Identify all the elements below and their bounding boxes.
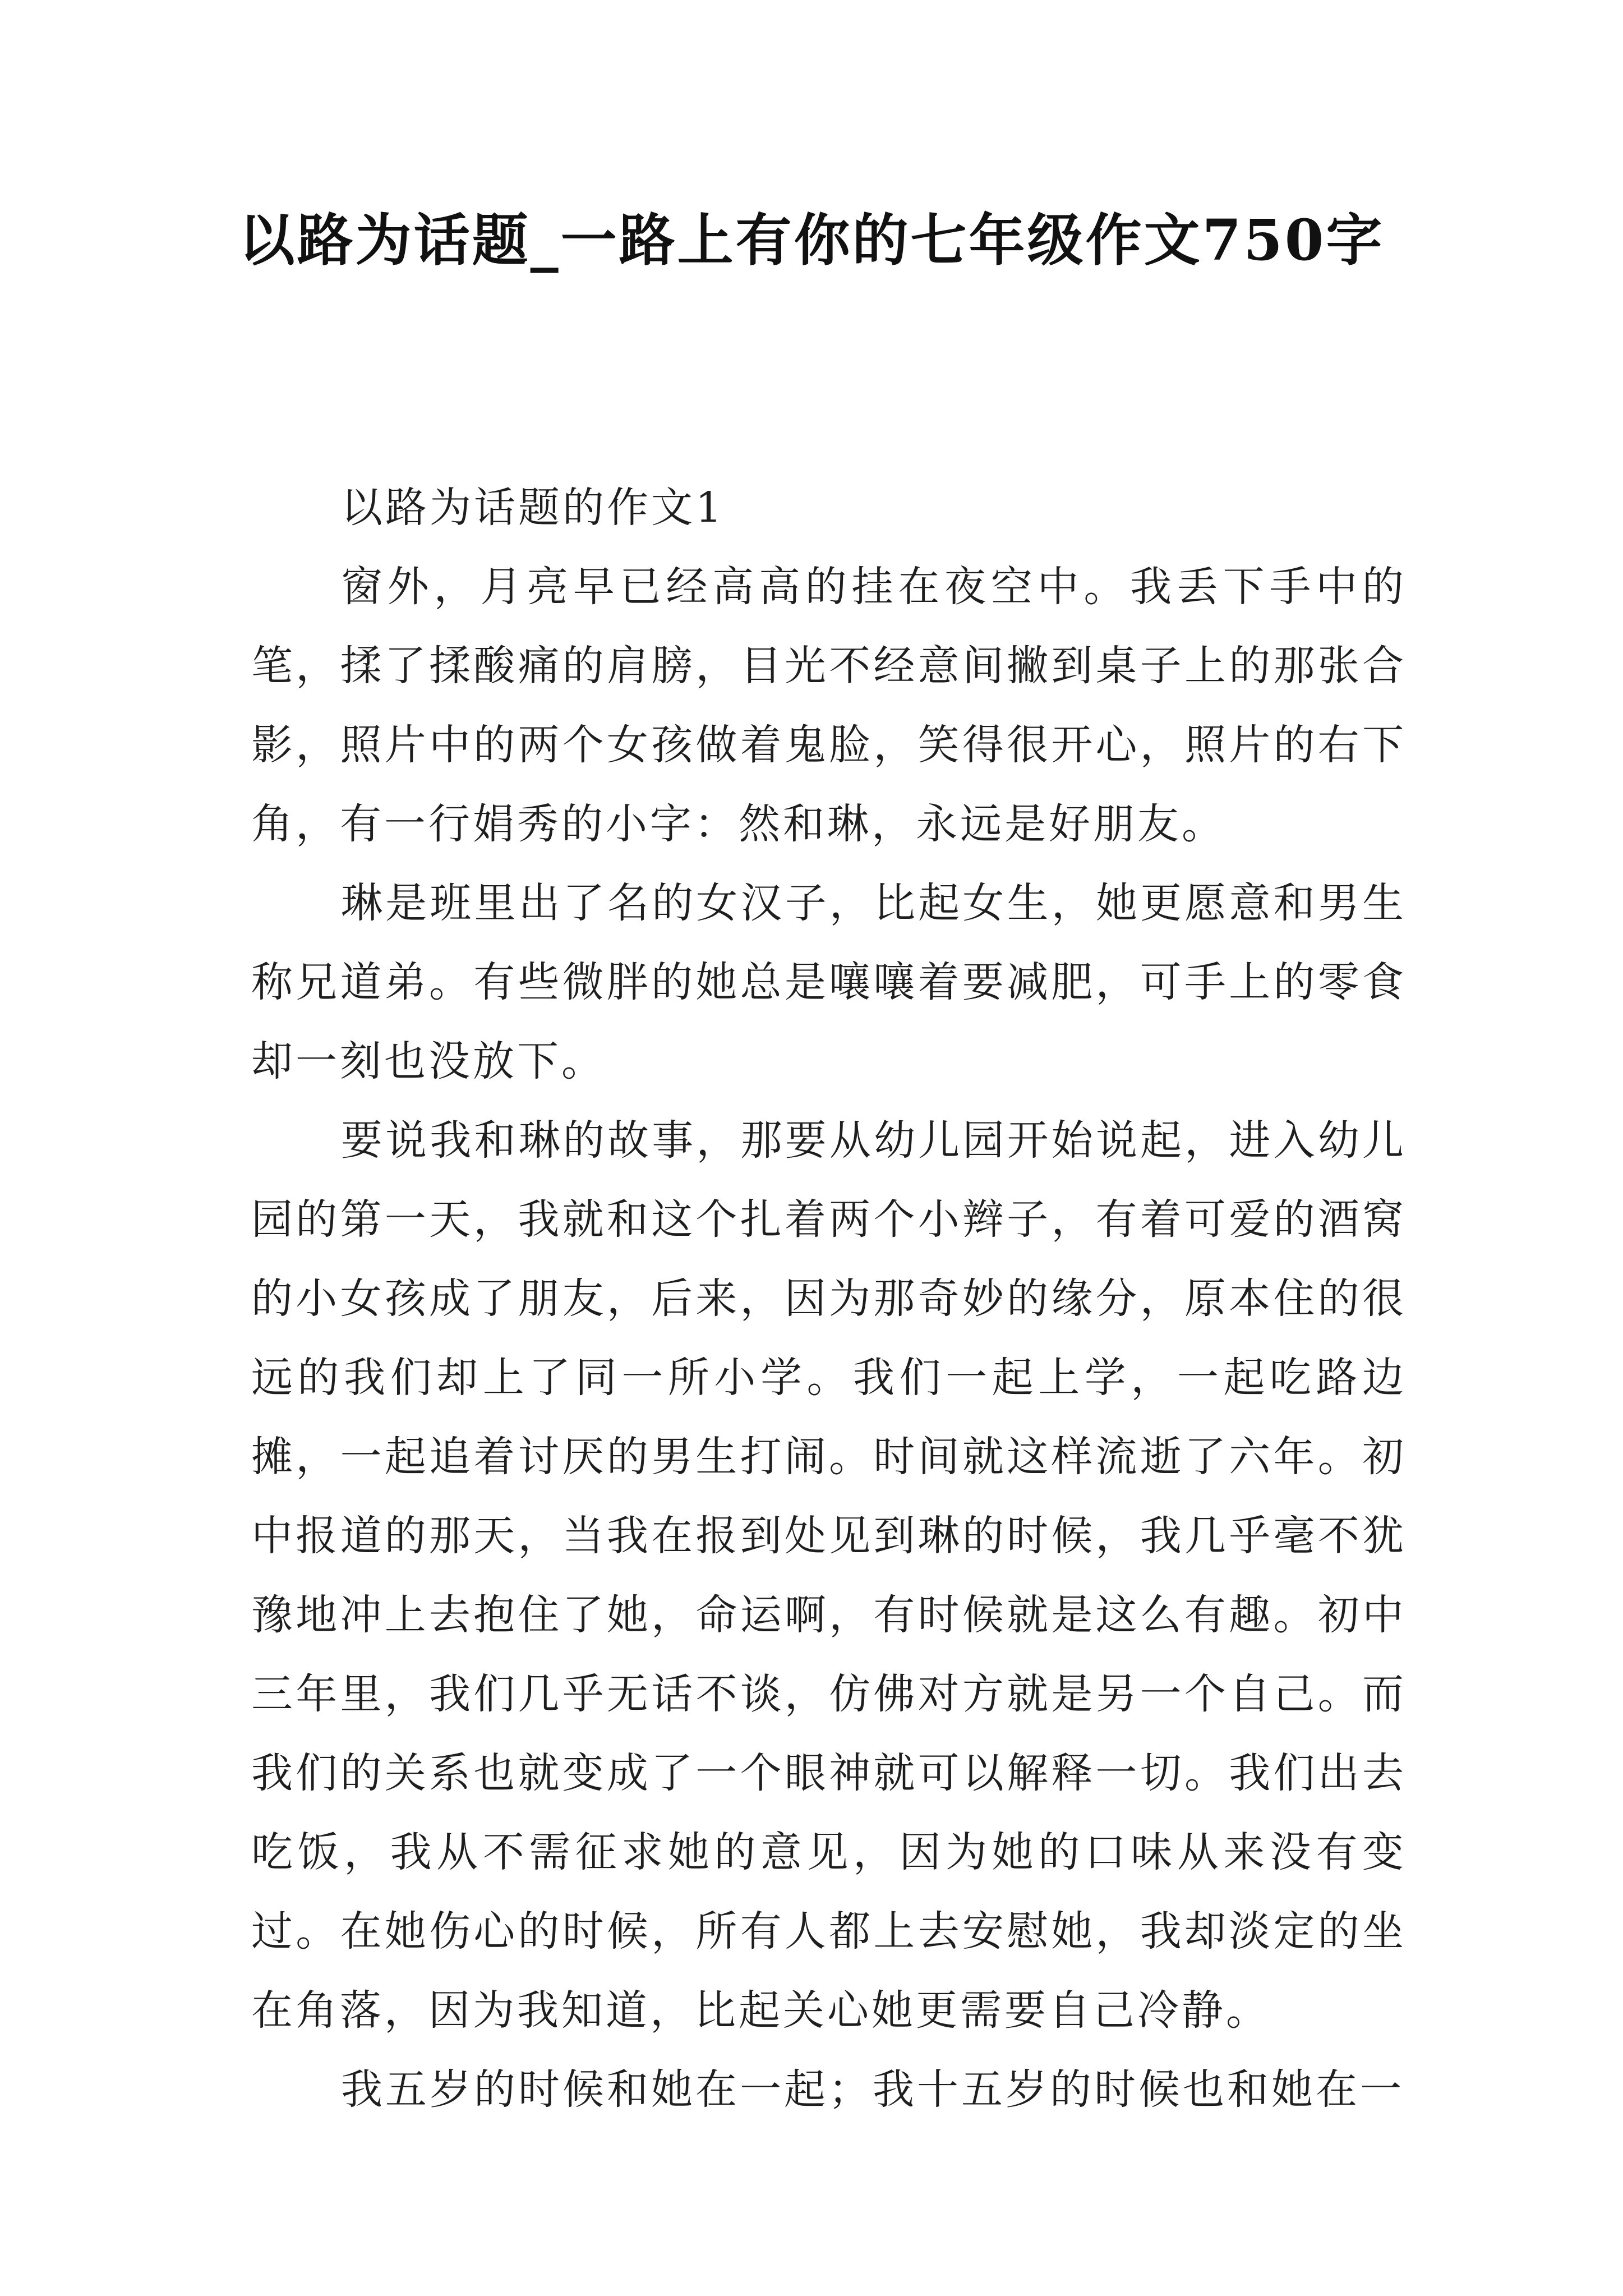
document-body bbox=[251, 468, 1407, 2129]
paragraph-2: 琳是班里出了名的女汉子，比起女生，她更愿意和男生称兄道弟。有些微胖的她总是嚷嚷着要减肥，可手上的零食却一刻也没放下。 bbox=[251, 879, 1407, 1085]
paragraph-4: 我五岁的时候和她在一起；我十五岁的时候也和她在一 bbox=[341, 2065, 1404, 2114]
paragraph-3: 要说我和琳的故事，那要从幼儿园开始说起，进入幼儿园的第一天，我就和这个扎着两个小辫子，有着可爱的酒窝的小女孩成了朋友，后来，因为那奇妙的缘分，原本住的很远的我们却上了同一所小学。我们一起上学，一起吃路边摊，一起追着讨厌的男生打闹。时间就这样流逝了六年。初中报道的那天，当我在报到处见到琳的时候，我几乎毫不犹豫地冲上去抱住了她，命运啊，有时候就是这么有趣。初中三年里，我们几乎无话不谈，仿佛对方就是另一个自己。而我们的关系也就变成了一个眼神就可以解释一切。我们出去吃饭，我从不需征求她的意见，因为她的口味从来没有变过。在她伤心的时候，所有人都上去安慰她，我却淡定的坐在角落，因为我知道，比起关心她更需要自己冷静。 bbox=[251, 1116, 1407, 2035]
paragraph-1: 窗外，月亮早已经高高的挂在夜空中。我丢下手中的笔，揉了揉酸痛的肩膀，目光不经意间撇到桌子上的那张合影，照片中的两个女孩做着鬼脸，笑得很开心，照片的右下角，有一行娟秀的小字：然和琳，永远是好朋友。 bbox=[251, 563, 1407, 848]
document-title: 以路为话题_一路上有你的七年级作文750字 bbox=[238, 207, 1385, 273]
essay-subheading: 以路为话题的作文1 bbox=[341, 484, 725, 532]
